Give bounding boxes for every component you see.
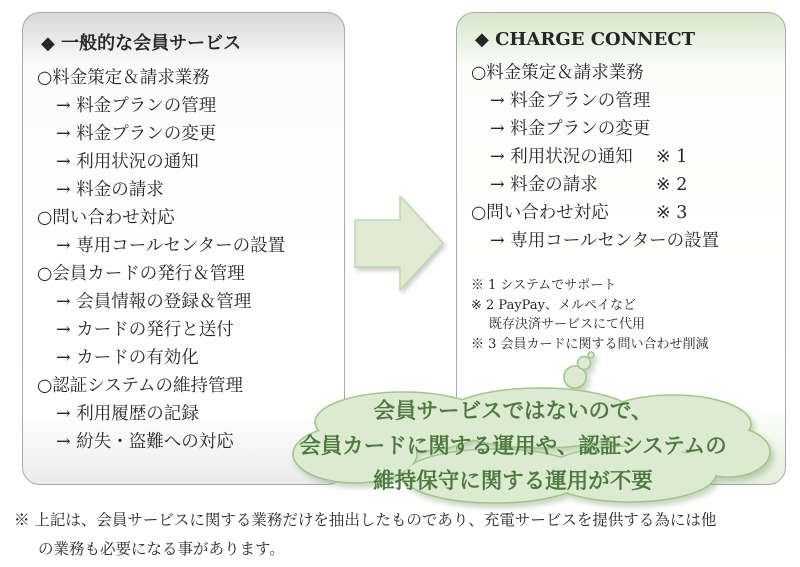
page-footnote [14,506,792,564]
list-item: → 会員情報の登録＆管理 [56,292,252,312]
list-item: → 利用状況の通知 [56,152,199,172]
list-item-text: → 料金の請求 [490,175,598,195]
list-item [457,227,785,255]
list-item: → 紛失・盗難への対応 [56,432,234,452]
panel-footnotes [457,276,785,354]
list-item: → 料金プランの管理 [56,96,217,116]
list-item: ○料金策定＆請求業務 [37,68,210,88]
list-item: ○認証システムの維持管理 [37,376,244,396]
cloud-line: 維持保守に関する運用が不要 [373,469,653,494]
list-item: → カードの発行と送付 [56,320,234,340]
list-item [457,87,785,115]
footnote-line: の業務も必要になる事があります。 [38,540,285,558]
footnote-line: 既存決済サービスにて代用 [489,317,646,332]
right-arrow-icon [348,190,448,295]
left-panel-title: ◆ 一般的な会員サービス [41,33,242,54]
list-item-text: → 専用コールセンターの設置 [490,231,720,251]
list-item: → 料金プランの変更 [56,124,217,144]
list-item-text: → 料金プランの変更 [490,119,651,139]
footnote-marker: ※ 2 [656,175,688,195]
list-item: ○会員カードの発行＆管理 [37,264,245,284]
footnote-marker: ※ 3 [656,203,688,223]
list-item-text: → 料金プランの管理 [490,91,651,111]
list-item [457,171,785,199]
list-item [457,59,785,87]
list-item [457,199,785,227]
cloud-line: 会員カードに関する運用や、認証システムの [299,434,727,459]
right-panel-title: ◆ CHARGE CONNECT [475,29,696,50]
list-item-text: → 利用状況の通知 [490,147,633,167]
list-item: → 料金の請求 [56,180,164,200]
list-item: ○問い合わせ対応 [37,208,175,228]
list-item: → カードの有効化 [56,348,199,368]
footnote-line: ※ 2 PayPay、メルペイなど [471,297,636,313]
footnote-marker: ※ 1 [656,147,688,167]
list-item [457,115,785,143]
list-item-text: ○料金策定＆請求業務 [471,63,644,83]
cloud-line: 会員サービスではないので、 [373,399,653,424]
cloud-callout-text [293,394,733,499]
list-item [457,143,785,171]
list-item-text: ○問い合わせ対応 [471,203,609,223]
footnote-line: ※ 上記は、会員サービスに関する業務だけを抽出したものであり、充電サービスを提供する為には他 [14,511,717,529]
list-item: → 専用コールセンターの設置 [56,236,286,256]
list-item: → 利用履歴の記録 [56,404,199,424]
footnote-line: ※ 1 システムでサポート [471,278,617,293]
footnote-line: ※ 3 会員カードに関する問い合わせ削減 [471,336,709,352]
